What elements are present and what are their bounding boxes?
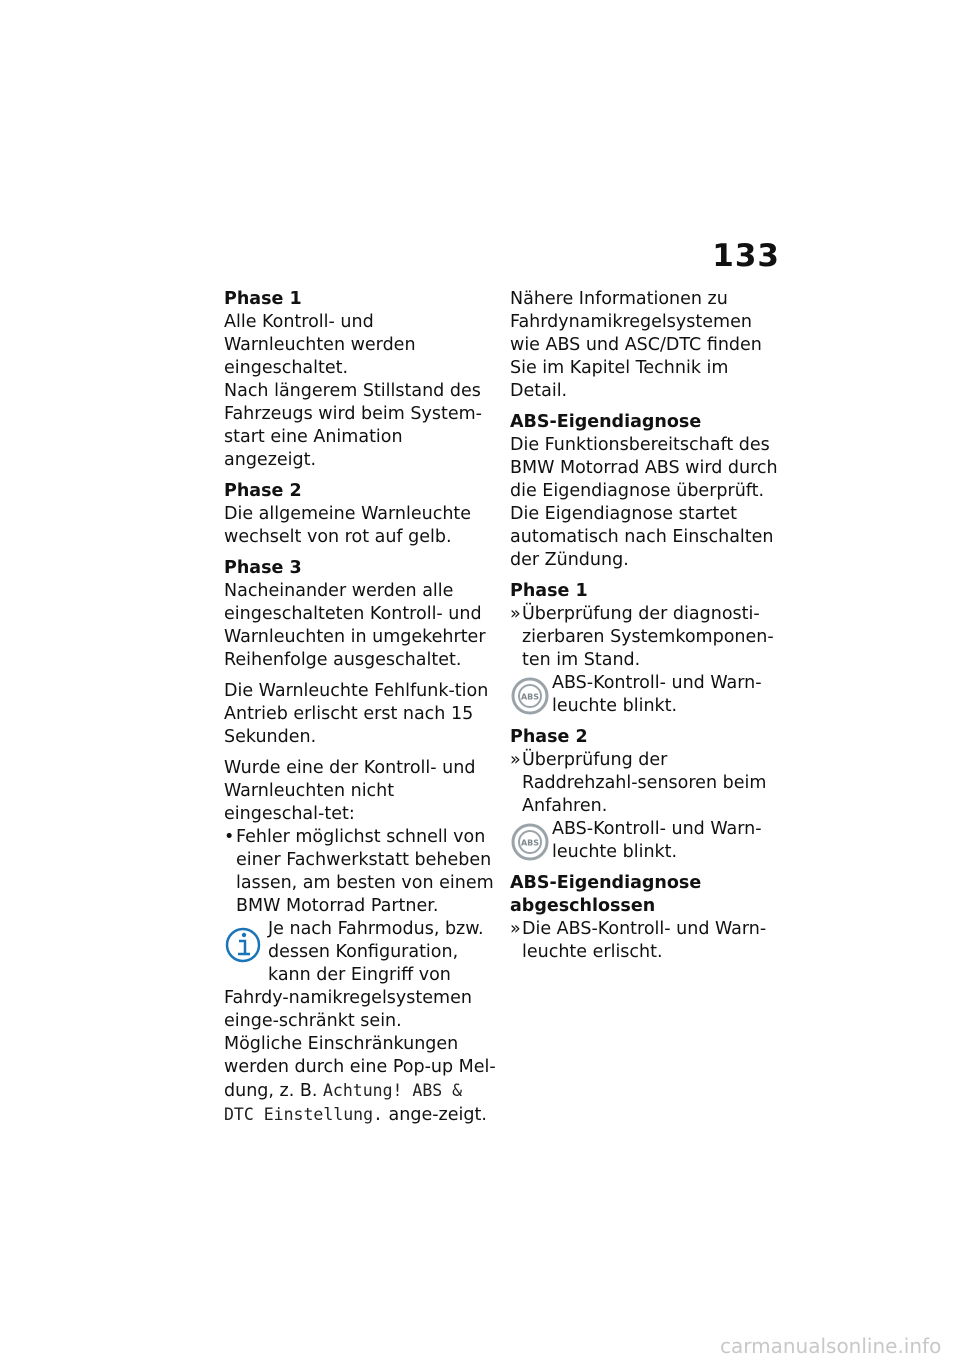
abs-phase2-heading: Phase 2 (510, 727, 588, 747)
limitations-text-b: ange-zeigt. (388, 1105, 487, 1125)
phase1-text-2: Nach längerem Stillstand des Fahrzeugs wird beim System-start eine Animation angezeigt. (224, 381, 482, 470)
abs-warning-icon (510, 676, 550, 716)
step-mark: » (510, 604, 521, 624)
abs-phase2-step-text: Überprüfung der Raddrehzahl-sensoren beim Anfahren. (522, 750, 767, 816)
abs-icon-label: ABS (520, 692, 540, 702)
more-info-text: Nähere Informationen zu Fahrdynamikregelsystemen wie ABS und ASC/DTC finden Sie im Kapitel Technik im Detail. (510, 289, 762, 401)
abs-phase1-step-text: Überprüfung der diagnosti-zierbaren Systemkomponen-ten im Stand. (522, 604, 774, 670)
right-column (510, 288, 786, 964)
abs-phase1-step (510, 603, 786, 672)
bullet-mark: • (224, 827, 235, 847)
bullet-item (224, 826, 496, 918)
abs-done-step (510, 918, 786, 964)
footer-watermark: carmanualsonline.info (720, 1334, 942, 1358)
step-mark: » (510, 919, 521, 939)
phase2-heading: Phase 2 (224, 481, 302, 501)
popup-message: Achtung! ABS & DTC Einstellung. (224, 1081, 463, 1124)
abs-phase2-light-text: ABS-Kontroll- und Warn-leuchte blinkt. (552, 819, 762, 862)
phase3-heading: Phase 3 (224, 558, 302, 578)
phase1-heading: Phase 1 (224, 289, 302, 309)
abs-phase2-step (510, 749, 786, 818)
limitations-text-a: Mögliche Einschränkungen werden durch eine Pop-up Mel-dung, z. B. (224, 1034, 496, 1101)
phase3-text: Nacheinander werden alle eingeschalteten Kontroll- und Warnleuchten in umgekehrter Reihenfolge ausgeschaltet. (224, 581, 486, 670)
abs-warning-icon (510, 822, 550, 862)
abs-diagnosis-heading: ABS-Eigendiagnose (510, 412, 702, 432)
page-number: 133 (712, 238, 780, 274)
phase1-text-1: Alle Kontroll- und Warnleuchten werden eingeschaltet. (224, 312, 416, 378)
info-text: Je nach Fahrmodus, bzw. dessen Konfiguration, kann der Eingriff von Fahrdy-namikregelsystemen einge-schränkt sein. (224, 919, 484, 1031)
left-column (224, 288, 496, 1127)
info-note (224, 918, 496, 1033)
abs-icon-label: ABS (520, 838, 540, 848)
phase2-text: Die allgemeine Warnleuchte wechselt von rot auf gelb. (224, 504, 472, 547)
abs-phase1-light (510, 672, 786, 718)
warning-light-text: Die Warnleuchte Fehlfunk-tion Antrieb erlischt erst nach 15 Sekunden. (224, 681, 489, 747)
info-icon (224, 920, 262, 966)
limitations-text (224, 1033, 496, 1127)
abs-phase1-light-text: ABS-Kontroll- und Warn-leuchte blinkt. (552, 673, 762, 716)
abs-phase1-heading: Phase 1 (510, 581, 588, 601)
bullet-text: Fehler möglichst schnell von einer Fachwerkstatt beheben lassen, am besten von einem BMW Motorrad Partner. (236, 827, 494, 916)
not-lit-text: Wurde eine der Kontroll- und Warnleuchten nicht eingeschal-tet: (224, 758, 476, 824)
step-mark: » (510, 750, 521, 770)
abs-done-heading: ABS-Eigendiagnose abgeschlossen (510, 873, 702, 916)
abs-phase2-light (510, 818, 786, 864)
abs-done-step-text: Die ABS-Kontroll- und Warn-leuchte erlischt. (522, 919, 767, 962)
abs-diagnosis-text: Die Funktionsbereitschaft des BMW Motorrad ABS wird durch die Eigendiagnose überprüft. Die Eigendiagnose startet automatisch nach Einschalten der Zündung. (510, 435, 778, 570)
